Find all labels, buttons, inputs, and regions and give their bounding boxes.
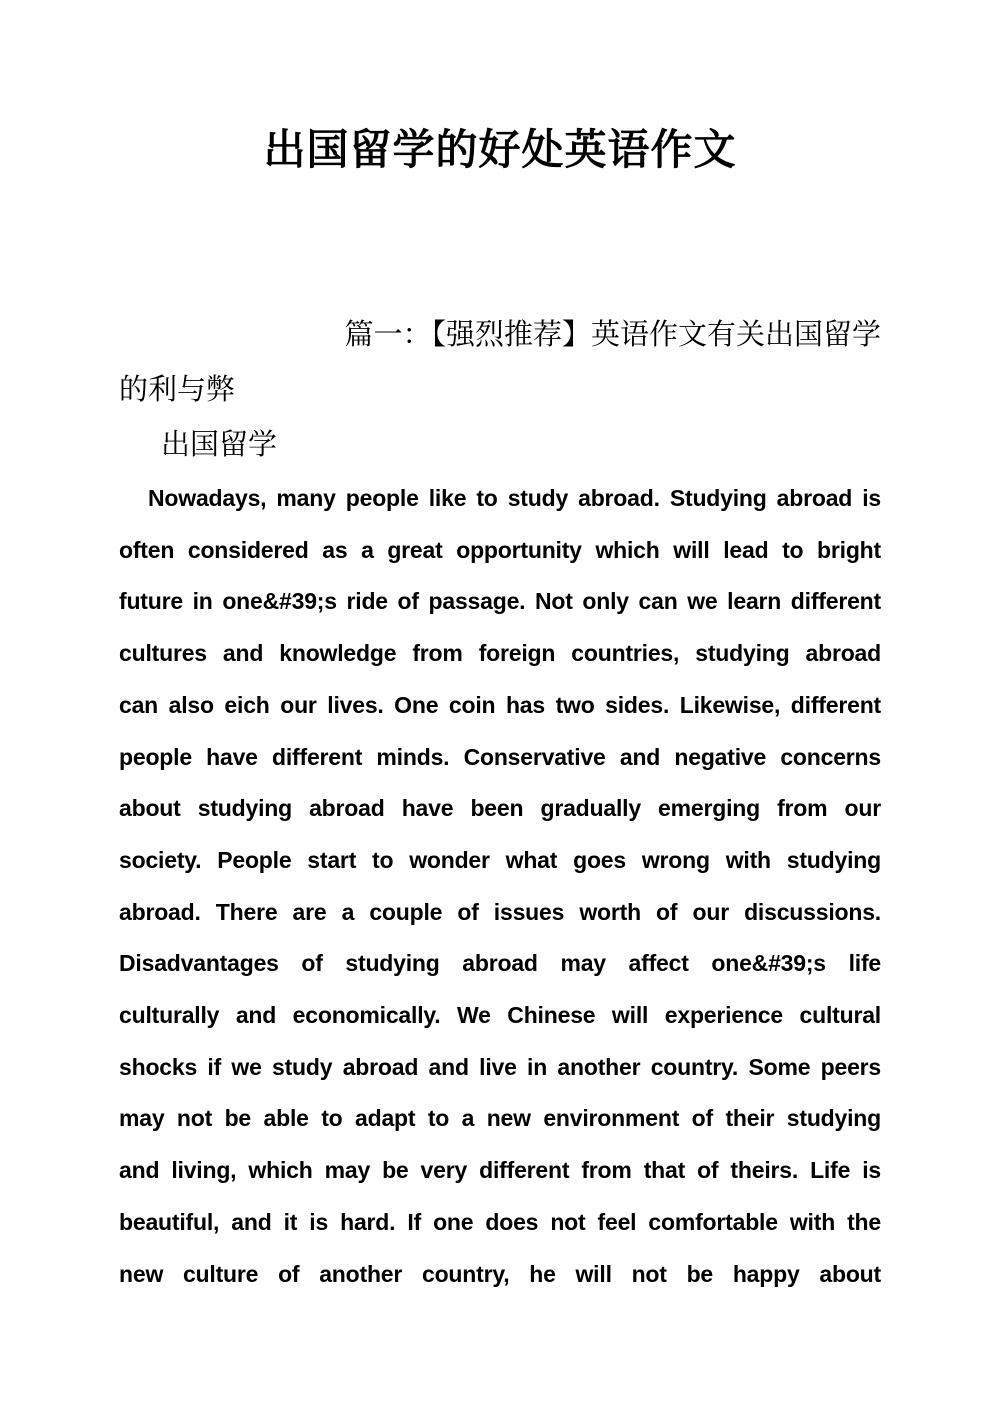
paragraph-line: culturally and economically. We Chinese will experience cultural xyxy=(119,1002,881,1029)
paragraph-line: beautiful, and it is hard. If one does not feel comfortable with the xyxy=(119,1208,881,1235)
paragraph-line: Disadvantages of studying abroad may affect one&#39;s life xyxy=(119,950,881,977)
paragraph-line: new culture of another country, he will not be happy about xyxy=(119,1260,881,1287)
paragraph-line: and living, which may be very different from that of theirs. Life is xyxy=(119,1157,881,1184)
paragraph-line: abroad. There are a couple of issues worth of our discussions. xyxy=(119,898,881,925)
chinese-heading-paragraph xyxy=(119,308,881,473)
paragraph-line: about studying abroad have been gradually emerging from our xyxy=(119,795,881,822)
paragraph-line: future in one&#39;s ride of passage. Not only can we learn different xyxy=(119,588,881,615)
paragraph-line: Nowadays, many people like to study abroad. Studying abroad is xyxy=(148,485,881,511)
section-subheading: 出国留学 xyxy=(161,429,278,461)
paragraph-line: cultures and knowledge from foreign countries, studying abroad xyxy=(119,640,881,667)
english-paragraph xyxy=(119,473,881,1300)
paragraph-line: people have different minds. Conservative and negative concerns xyxy=(119,743,881,770)
section-heading-line-1: 篇一：【强烈推荐】英语作文有关出国留学 xyxy=(344,319,881,351)
paragraph-line: society. People start to wonder what goes wrong with studying xyxy=(119,846,881,873)
paragraph-line: may not be able to adapt to a new environment of their studying xyxy=(119,1105,881,1132)
paragraph-line: often considered as a great opportunity which will lead to bright xyxy=(119,536,881,563)
section-heading-line-2: 的利与弊 xyxy=(119,374,236,406)
paragraph-line: can also eich our lives. One coin has two sides. Likewise, different xyxy=(119,691,881,718)
paragraph-line: shocks if we study abroad and live in another country. Some peers xyxy=(119,1053,881,1080)
document-title: 出国留学的好处英语作文 xyxy=(263,128,737,174)
